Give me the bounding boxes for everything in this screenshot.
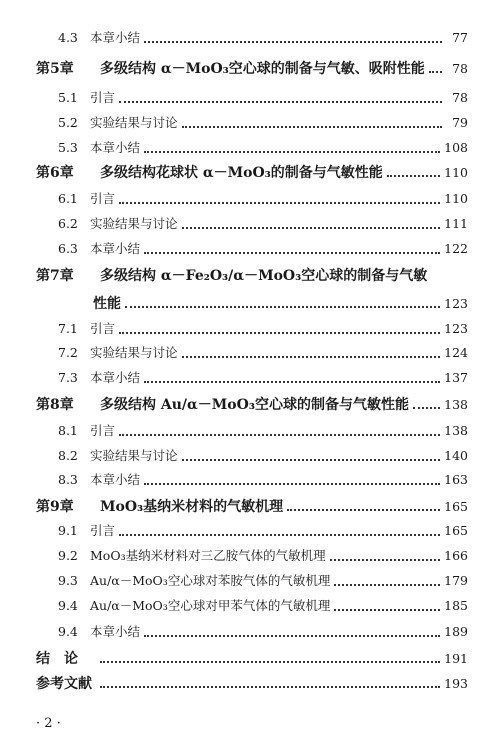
toc-entry-number: 9.3 [58,573,78,588]
toc-entry-title: 本章小结 [90,30,141,45]
toc-entry-title: Au/α－MoO₃空心球对苯胺气体的气敏机理 [90,573,331,588]
toc-section-entry[interactable] [58,470,468,492]
toc-section-entry[interactable] [58,189,468,211]
toc-page-number: 110 [444,191,468,206]
toc-entry-number: 4.3 [58,30,78,45]
toc-entry-title: 多级结构 Au/α－MoO₃空心球的制备与气敏性能 [100,397,409,413]
toc-entry-title: 引言 [90,191,116,206]
toc-page-number: 191 [444,651,468,666]
toc-page-number: 123 [444,296,468,311]
toc-entry-title: 引言 [90,423,116,438]
toc-page-number: 78 [452,90,468,105]
toc-entry-number: 9.4 [58,624,78,639]
toc-section-entry[interactable] [58,596,468,618]
toc-chapter-entry[interactable] [36,496,468,518]
toc-section-entry[interactable] [58,113,468,135]
toc-leader-dots [119,534,440,536]
toc-entry-title: 实验结果与讨论 [90,345,178,360]
toc-entry-number: 8.2 [58,448,78,463]
toc-page-number: 78 [452,61,468,76]
toc-entry-title: 本章小结 [90,370,141,385]
toc-leader-dots [144,635,440,637]
toc-entry-number: 5.1 [58,90,78,105]
toc-entry-title: 本章小结 [90,472,141,487]
toc-entry-number: 第9章 [36,499,74,515]
toc-entry-title: MoO₃基纳米材料的气敏机理 [100,499,284,515]
toc-section-entry[interactable] [58,28,468,50]
toc-chapter-entry[interactable] [36,265,468,287]
toc-leader-dots [125,306,440,308]
toc-section-entry[interactable] [58,343,468,365]
toc-page-number: 122 [444,241,468,256]
toc-leader-dots [182,459,441,461]
toc-section-entry[interactable] [58,446,468,468]
toc-page-number: 77 [452,30,468,45]
toc-leader-dots [100,686,440,688]
toc-entry-number: 7.2 [58,345,78,360]
toc-leader-dots [144,41,442,43]
toc-entry-number: 9.2 [58,548,78,563]
toc-entry-number: 9.4 [58,598,78,613]
toc-leader-dots [330,559,441,561]
toc-entry-number: 5.2 [58,115,78,130]
toc-entry-number: 第7章 [36,268,74,284]
toc-page-number: 138 [444,423,468,438]
toc-page-number: 111 [444,216,468,231]
toc-page-number: 140 [444,448,468,463]
toc-leader-dots [287,509,440,511]
toc-section-entry[interactable] [58,368,468,390]
toc-section-entry[interactable] [58,239,468,261]
toc-entry-number: 9.1 [58,523,78,538]
toc-entry-number: 6.3 [58,241,78,256]
toc-entry-title: 引言 [90,321,116,336]
toc-chapter-entry[interactable] [36,648,468,670]
toc-chapter-entry[interactable] [36,162,468,184]
toc-entry-title: 实验结果与讨论 [90,115,178,130]
toc-chapter-entry[interactable] [36,58,468,80]
toc-section-entry[interactable] [58,319,468,341]
toc-section-entry[interactable] [58,421,468,443]
toc-entry-title: 引言 [90,523,116,538]
toc-entry-title: 多级结构花球状 α－MoO₃的制备与气敏性能 [100,165,383,181]
toc-entry-number: 6.2 [58,216,78,231]
toc-chapter-entry[interactable] [36,394,468,416]
toc-entry-title: Au/α－MoO₃空心球对甲苯气体的气敏机理 [90,598,331,613]
toc-chapter-entry[interactable] [36,673,468,695]
toc-section-entry[interactable] [58,88,468,110]
toc-section-entry[interactable] [58,571,468,593]
toc-page-number: 165 [444,523,468,538]
toc-page-number: 138 [444,397,468,412]
toc-leader-dots [334,584,440,586]
toc-page-number: 165 [444,499,468,514]
toc-leader-dots [182,126,442,128]
toc-page-number: 193 [444,676,468,691]
toc-leader-dots [119,332,440,334]
toc-leader-dots [182,227,441,229]
toc-entry-number: 7.3 [58,370,78,385]
toc-leader-dots [144,381,440,383]
toc-leader-dots [413,407,440,409]
toc-page-number: 110 [444,165,468,180]
toc-entry-title: 多级结构 α－Fe₂O₃/α－MoO₃空心球的制备与气敏 [100,268,428,284]
toc-entry-number: 第8章 [36,397,74,413]
toc-page-number: 79 [452,115,468,130]
toc-page-number: 189 [444,624,468,639]
toc-entry-number: 8.1 [58,423,78,438]
toc-leader-dots [182,356,441,358]
toc-entry-number: 第5章 [36,61,74,77]
toc-section-entry[interactable] [58,546,468,568]
toc-chapter-continuation[interactable] [93,293,468,315]
page-number: · 2 · [36,716,61,731]
toc-section-entry[interactable] [58,521,468,543]
toc-leader-dots [387,175,440,177]
toc-page-number: 166 [444,548,468,563]
toc-page-number: 137 [444,370,468,385]
toc-leader-dots [429,71,442,73]
toc-page-number: 124 [444,345,468,360]
toc-page-number: 123 [444,321,468,336]
toc-entry-number: 7.1 [58,321,78,336]
toc-entry-number: 参考文献 [36,676,92,692]
toc-entry-number: 6.1 [58,191,78,206]
toc-entry-title: MoO₃基纳米材料对三乙胺气体的气敏机理 [90,548,326,563]
toc-entry-number: 5.3 [58,140,78,155]
toc-section-entry[interactable] [58,214,468,236]
toc-leader-dots [119,101,442,103]
toc-entry-title: 引言 [90,90,116,105]
toc-page-number: 179 [444,573,468,588]
toc-leader-dots [144,252,440,254]
toc-leader-dots [119,202,440,204]
toc-entry-number: 第6章 [36,165,74,181]
toc-entry-title: 本章小结 [90,241,141,256]
toc-leader-dots [334,609,440,611]
toc-leader-dots [119,434,440,436]
toc-page-number: 108 [444,140,468,155]
toc-entry-number: 8.3 [58,472,78,487]
toc-page-number: 185 [444,598,468,613]
toc-leader-dots [144,151,440,153]
toc-entry-title: 本章小结 [90,140,141,155]
toc-section-entry[interactable] [58,622,468,644]
toc-leader-dots [144,483,440,485]
toc-entry-title: 性能 [93,296,121,312]
toc-entry-title: 实验结果与讨论 [90,216,178,231]
toc-entry-number: 结 论 [36,651,78,667]
toc-leader-dots [100,661,440,663]
toc-entry-title: 本章小结 [90,624,141,639]
toc-section-entry[interactable] [58,138,468,160]
toc-entry-title: 实验结果与讨论 [90,448,178,463]
toc-entry-title: 多级结构 α－MoO₃空心球的制备与气敏、吸附性能 [100,61,425,77]
toc-page-number: 163 [444,472,468,487]
